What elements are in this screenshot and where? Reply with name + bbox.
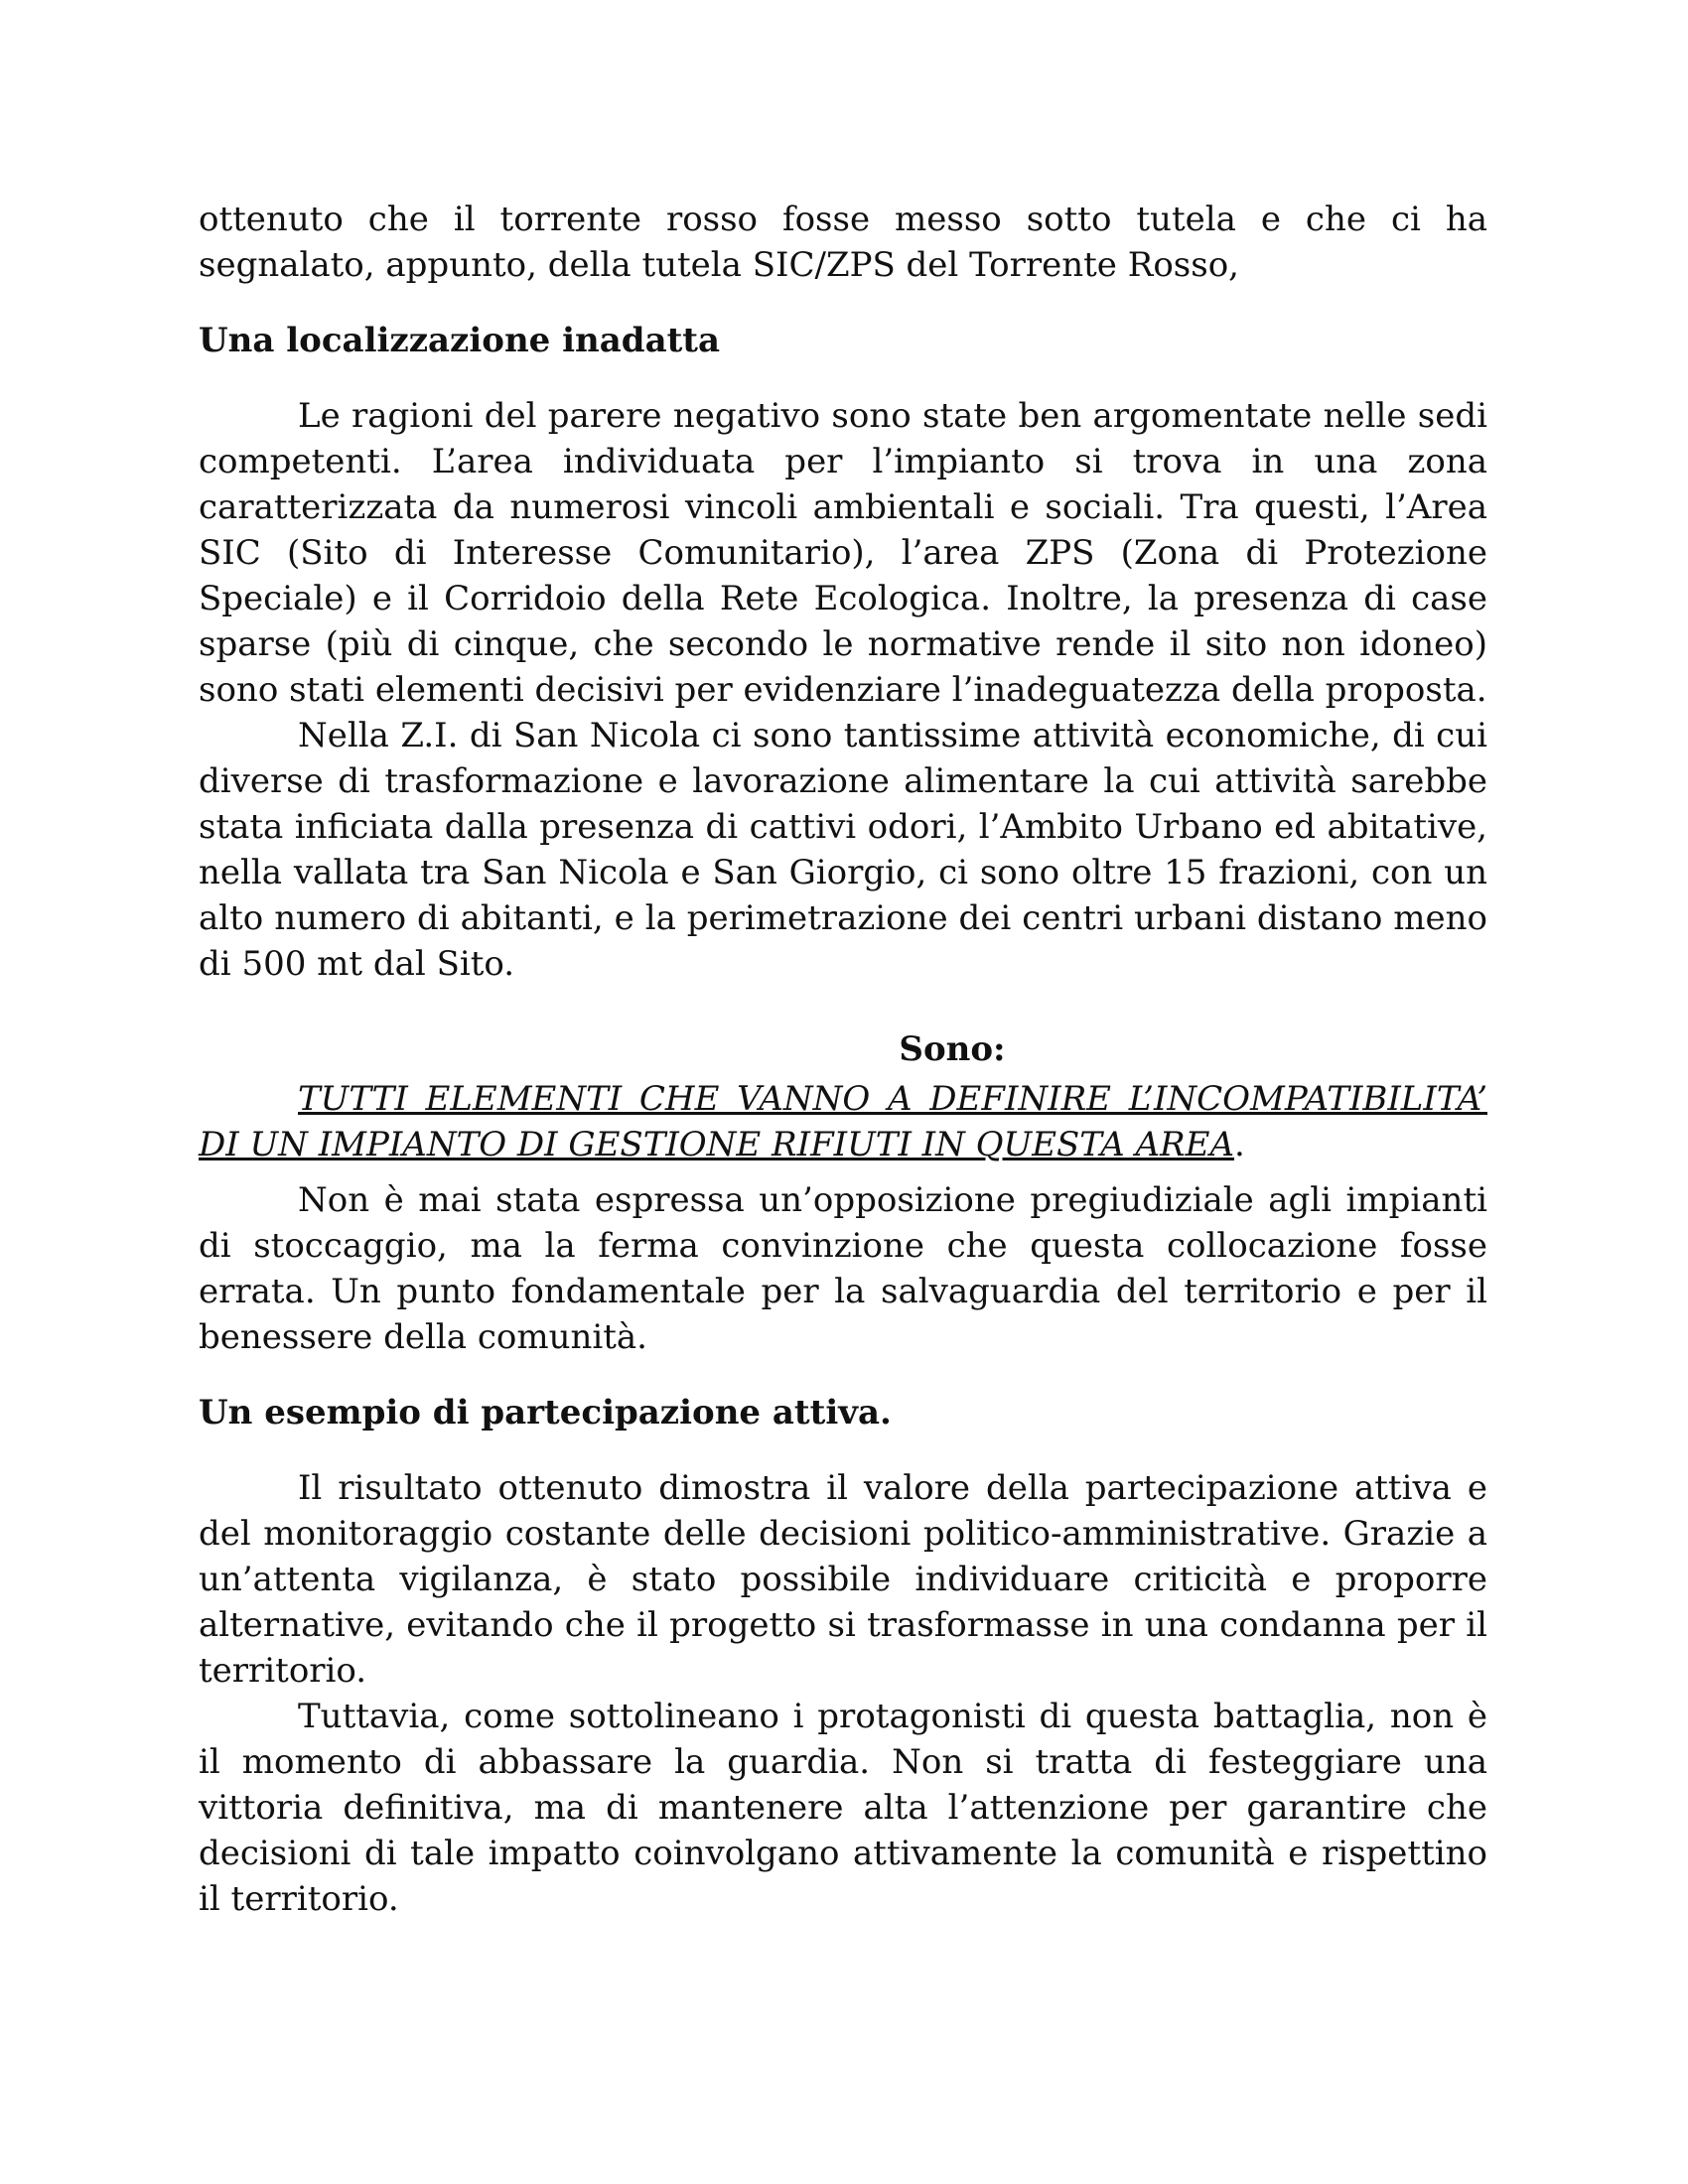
section-heading-localizzazione: Una localizzazione inadatta — [199, 321, 721, 360]
body-paragraph: Non è mai stata espressa un’opposizione pregiudiziale agli impianti di stoccaggio, ma la ferma convinzione che questa collocazione fosse errata. Un punto fondamentale per la salvaguardia del territorio e per il benessere della comunità. — [199, 1180, 1487, 1357]
emphasis-paragraph — [199, 1076, 1487, 1167]
section-heading-partecipazione: Un esempio di partecipazione attiva. — [199, 1393, 892, 1433]
body-paragraph: Il risultato ottenuto dimostra il valore della partecipazione attiva e del monitoraggio costante delle decisioni politico-amministrative. Grazie a un’attenta vigilanza, è stato possibile individuare criticità e proporre alternative, evitando che il progetto si trasformasse in una condanna per il territorio. — [199, 1468, 1487, 1691]
emphasis-suffix: . — [1234, 1125, 1245, 1164]
sono-heading: Sono: — [899, 1029, 1006, 1069]
intro-paragraph: ottenuto che il torrente rosso fosse messo sotto tutela e che ci ha segnalato, appunto, della tutela SIC/ZPS del Torrente Rosso, — [199, 200, 1487, 285]
document-page — [199, 197, 1487, 1922]
emphasis-text: TUTTI ELEMENTI CHE VANNO A DEFINIRE L’INCOMPATIBILITA’ DI UN IMPIANTO DI GESTIONE RIFIUTI IN QUESTA AREA — [199, 1079, 1487, 1164]
body-paragraph: Nella Z.I. di San Nicola ci sono tantissime attività economiche, di cui diverse di trasformazione e lavorazione alimentare la cui attività sarebbe stata inficiata dalla presenza di cattivi odori, l’Ambito Urbano ed abitative, nella vallata tra San Nicola e San Giorgio, ci sono oltre 15 frazioni, con un alto numero di abitanti, e la perimetrazione dei centri urbani distano meno di 500 mt dal Sito. — [199, 716, 1487, 984]
body-paragraph: Tuttavia, come sottolineano i protagonisti di questa battaglia, non è il momento di abbassare la guardia. Non si tratta di festeggiare una vittoria definitiva, ma di mantenere alta l’attenzione per garantire che decisioni di tale impatto coinvolgano attivamente la comunità e rispettino il territorio. — [199, 1697, 1487, 1919]
body-paragraph: Le ragioni del parere negativo sono state ben argomentate nelle sedi competenti. L’area individuata per l’impianto si trova in una zona caratterizzata da numerosi vincoli ambientali e sociali. Tra questi, l’Area SIC (Sito di Interesse Comunitario), l’area ZPS (Zona di Protezione Speciale) e il Corridoio della Rete Ecologica. Inoltre, la presenza di case sparse (più di cinque, che secondo le normative rende il sito non idoneo) sono stati elementi decisivi per evidenziare l’inadeguatezza della proposta. — [199, 396, 1487, 710]
